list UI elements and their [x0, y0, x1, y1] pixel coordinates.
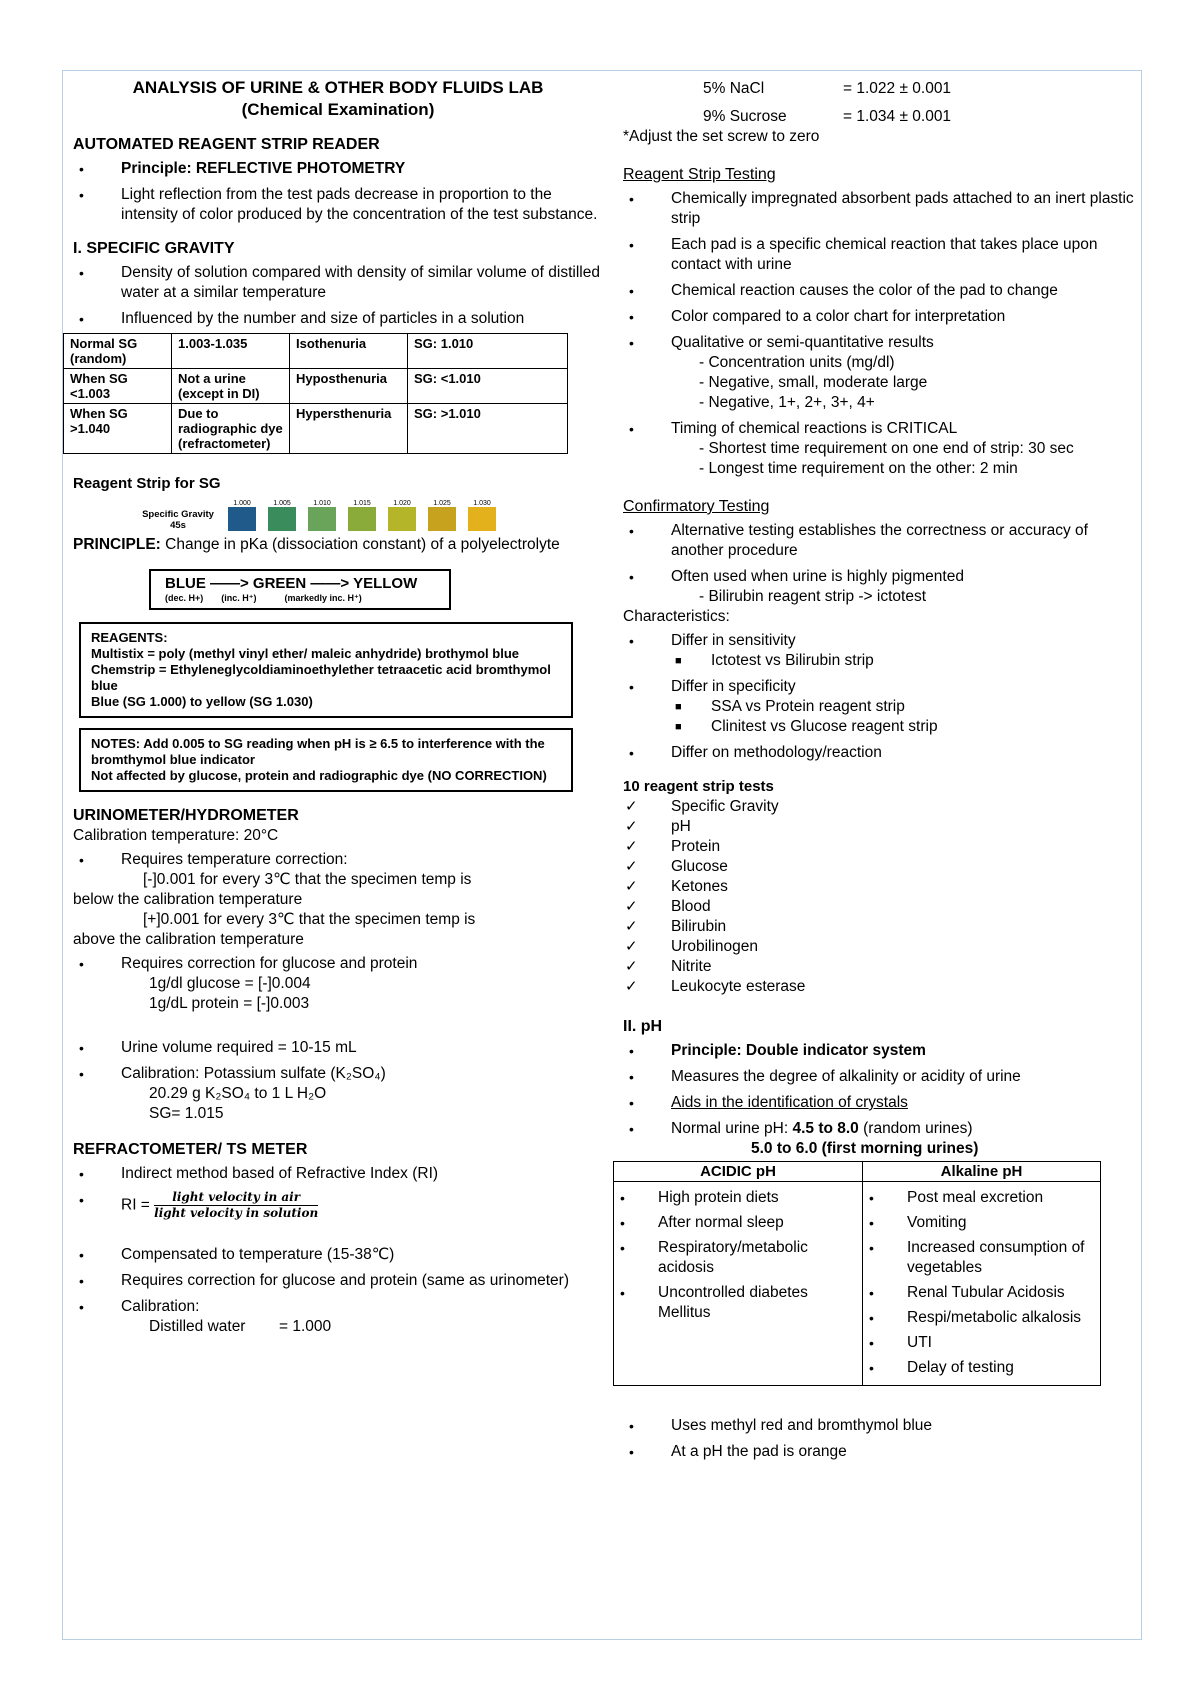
list-item: • High protein diets	[614, 1188, 862, 1208]
strip-label	[128, 509, 228, 531]
table-row	[64, 404, 568, 454]
table-cell: Hypersthenuria	[290, 404, 408, 454]
ten-tests-list	[623, 797, 1143, 997]
characteristics-label: Characteristics:	[623, 608, 730, 625]
document-page	[62, 70, 1142, 1640]
list-item: • Increased consumption of vegetables	[863, 1238, 1100, 1278]
list-item: • Qualitative or semi-quantitative results - Concentration units (mg/dl) - Negative, small, moderate large - Negative, 1+, 2+, 3+, 4+	[623, 333, 1143, 413]
list-item: • Requires temperature correction:	[73, 850, 603, 870]
list-item: • Principle: REFLECTIVE PHOTOMETRY	[73, 159, 603, 179]
notes-line: NOTES: Add 0.005 to SG reading when pH is ≥ 6.5 to interference with the bromthymol blue indicator	[91, 736, 545, 767]
sg-heading: I. SPECIFIC GRAVITY	[73, 240, 235, 257]
ph-table	[613, 1161, 1101, 1386]
list-item: • Calibration: Potassium sulfate (K₂SO₄) 20.29 g K₂SO₄ to 1 L H₂O SG= 1.015	[73, 1064, 603, 1124]
list-item: • Influenced by the number and size of particles in a solution	[73, 309, 603, 329]
color-swatch: 1.010	[308, 500, 336, 531]
list-item: • Measures the degree of alkalinity or acidity of urine	[623, 1067, 1143, 1087]
list-item: • Principle: Double indicator system	[623, 1041, 1143, 1061]
list-item: • Density of solution compared with density of similar volume of distilled water at a similar temperature	[73, 263, 603, 303]
nacl-row: 5% NaCl = 1.022 ± 0.001	[703, 80, 952, 97]
sg-color-strip	[128, 500, 603, 531]
urinometer-heading: URINOMETER/HYDROMETER	[73, 807, 299, 824]
correction-line: above the calibration temperature	[73, 931, 304, 948]
list-item: • Differ in specificity ■ SSA vs Protein reagent strip ■ Clinitest vs Glucose reagent strip	[623, 677, 1143, 737]
list-item: • Compensated to temperature (15-38℃)	[73, 1245, 603, 1265]
list-item: • Requires correction for glucose and protein (same as urinometer)	[73, 1271, 603, 1291]
list-item: • Respi/metabolic alkalosis	[863, 1308, 1100, 1328]
correction-line: [-]0.001 for every 3℃ that the specimen temp is	[143, 871, 472, 888]
list-item: ✓ Leukocyte esterase	[623, 977, 1143, 997]
list-item: • UTI	[863, 1333, 1100, 1353]
table-cell: 1.003-1.035	[172, 334, 290, 369]
document-title	[73, 77, 603, 121]
table-row	[64, 369, 568, 404]
list-item: • RI = $\frac{\text{light velocity in air}}{\text{light velocity in solution}}$	[73, 1190, 603, 1221]
list-item: ✓ Bilirubin	[623, 917, 1143, 937]
reagent-strip-testing-list	[623, 189, 1143, 479]
table-cell: When SG <1.003	[64, 369, 172, 404]
table-row	[614, 1162, 1101, 1182]
list-item: ✓ Glucose	[623, 857, 1143, 877]
color-change-sublabels: (dec. H+) (inc. H⁺) (markedly inc. H⁺)	[165, 593, 362, 603]
automated-list	[73, 159, 603, 225]
refractometer-heading: REFRACTOMETER/ TS METER	[73, 1141, 308, 1158]
list-item: • Calibration: Distilled water = 1.000	[73, 1297, 603, 1337]
alkaline-cell	[863, 1182, 1101, 1386]
reagents-box	[79, 622, 573, 718]
list-item: • Color compared to a color chart for interpretation	[623, 307, 1143, 327]
list-item: ✓ Blood	[623, 897, 1143, 917]
sg-table	[63, 333, 568, 454]
left-column	[70, 77, 603, 1343]
confirmatory-heading: Confirmatory Testing	[623, 498, 770, 515]
ph-heading: II. pH	[623, 1018, 663, 1035]
table-cell: Isothenuria	[290, 334, 408, 369]
table-cell: Normal SG (random)	[64, 334, 172, 369]
right-column	[623, 79, 1143, 1468]
list-item: ✓ Ketones	[623, 877, 1143, 897]
list-item: • Chemical reaction causes the color of the pad to change	[623, 281, 1143, 301]
reagent-strip-testing-heading: Reagent Strip Testing	[623, 166, 776, 183]
urinometer-list	[73, 850, 603, 870]
sucrose-row: 9% Sucrose = 1.034 ± 0.001	[703, 108, 952, 125]
strip-label-line: 45s	[170, 520, 186, 531]
color-swatch: 1.025	[428, 500, 456, 531]
alkaline-header: Alkaline pH	[863, 1162, 1101, 1182]
table-cell: Not a urine (except in DI)	[172, 369, 290, 404]
urinometer-list-2	[73, 954, 603, 1124]
adjust-note: *Adjust the set screw to zero	[623, 128, 820, 145]
list-item: • Alternative testing establishes the correctness or accuracy of another procedure	[623, 521, 1143, 561]
ph-list-2	[623, 1416, 1143, 1462]
list-item: • Indirect method based of Refractive Index (RI)	[73, 1164, 603, 1184]
title-line-1: ANALYSIS OF URINE & OTHER BODY FLUIDS LAB	[132, 78, 544, 97]
strip-label-line: Specific Gravity	[142, 509, 214, 520]
color-swatch: 1.000	[228, 500, 256, 531]
list-item: • Normal urine pH: 4.5 to 8.0 (random urines) 5.0 to 6.0 (first morning urines)	[623, 1119, 1143, 1159]
ph-list	[623, 1041, 1143, 1159]
ten-tests-heading: 10 reagent strip tests	[623, 778, 774, 795]
list-item: • Aids in the identification of crystals	[623, 1093, 1143, 1113]
table-row	[64, 334, 568, 369]
correction-line: [+]0.001 for every 3℃ that the specimen temp is	[143, 911, 476, 928]
confirmatory-list	[623, 521, 1143, 607]
table-cell: SG: >1.010	[408, 404, 568, 454]
list-item: • Vomiting	[863, 1213, 1100, 1233]
table-cell: SG: 1.010	[408, 334, 568, 369]
list-item: • Renal Tubular Acidosis	[863, 1283, 1100, 1303]
ri-fraction: $\frac{\text{light velocity in air}}{\text{light velocity in solution}}$	[154, 1190, 319, 1220]
list-item: • Often used when urine is highly pigmented - Bilirubin reagent strip -> ictotest	[623, 567, 1143, 607]
table-cell: Due to radiographic dye (refractometer)	[172, 404, 290, 454]
list-item: • Uncontrolled diabetes Mellitus	[614, 1283, 862, 1323]
automated-heading: AUTOMATED REAGENT STRIP READER	[73, 136, 380, 153]
list-item: • At a pH the pad is orange	[623, 1442, 1143, 1462]
color-swatch: 1.005	[268, 500, 296, 531]
list-item: • Post meal excretion	[863, 1188, 1100, 1208]
table-row	[614, 1182, 1101, 1386]
list-item: • Urine volume required = 10-15 mL	[73, 1038, 603, 1058]
characteristics-list	[623, 631, 1143, 763]
list-item: • Differ on methodology/reaction	[623, 743, 1143, 763]
color-swatch: 1.015	[348, 500, 376, 531]
strip-heading: Reagent Strip for SG	[73, 475, 221, 492]
table-cell: When SG >1.040	[64, 404, 172, 454]
list-item: • Requires correction for glucose and protein 1g/dl glucose = [-]0.004 1g/dL protein = [-]0.003	[73, 954, 603, 1014]
table-cell: SG: <1.010	[408, 369, 568, 404]
list-item: • After normal sleep	[614, 1213, 862, 1233]
reagents-line: Blue (SG 1.000) to yellow (SG 1.030)	[91, 694, 313, 709]
list-item: • Timing of chemical reactions is CRITICAL - Shortest time requirement on one end of strip: 30 sec - Longest time requirement on the other: 2 min	[623, 419, 1143, 479]
list-item: ✓ Protein	[623, 837, 1143, 857]
title-line-2: (Chemical Examination)	[241, 100, 435, 119]
list-item: • Light reflection from the test pads decrease in proportion to the intensity of color produced by the concentration of the test substance.	[73, 185, 603, 225]
list-item: • Differ in sensitivity ■ Ictotest vs Bilirubin strip	[623, 631, 1143, 671]
list-item: • Uses methyl red and bromthymol blue	[623, 1416, 1143, 1436]
principle-text: PRINCIPLE: Change in pKa (dissociation constant) of a polyelectrolyte	[73, 536, 560, 553]
acidic-header: ACIDIC pH	[614, 1162, 863, 1182]
reagents-line: Chemstrip = Ethyleneglycoldiaminoethylether tetraacetic acid bromthymol blue	[91, 662, 551, 693]
list-item: ✓ Specific Gravity	[623, 797, 1143, 817]
color-change-box	[149, 569, 451, 610]
list-item: • Each pad is a specific chemical reaction that takes place upon contact with urine	[623, 235, 1143, 275]
color-swatch: 1.030	[468, 500, 496, 531]
list-item: • Delay of testing	[863, 1358, 1100, 1378]
list-item: ✓ pH	[623, 817, 1143, 837]
reagents-line: Multistix = poly (methyl vinyl ether/ maleic anhydride) brothymol blue	[91, 646, 520, 661]
notes-line: Not affected by glucose, protein and radiographic dye (NO CORRECTION)	[91, 768, 547, 783]
sg-list	[73, 263, 603, 329]
list-item: ✓ Urobilinogen	[623, 937, 1143, 957]
table-cell: Hyposthenuria	[290, 369, 408, 404]
list-item: • Chemically impregnated absorbent pads attached to an inert plastic strip	[623, 189, 1143, 229]
reagents-line: REAGENTS:	[91, 630, 168, 645]
notes-box	[79, 728, 573, 792]
color-change-line: BLUE ——> GREEN ——> YELLOW	[165, 575, 418, 592]
color-swatch: 1.020	[388, 500, 416, 531]
acidic-cell	[614, 1182, 863, 1386]
list-item: • Respiratory/metabolic acidosis	[614, 1238, 862, 1278]
list-item: ✓ Nitrite	[623, 957, 1143, 977]
correction-line: below the calibration temperature	[73, 891, 303, 908]
refractometer-list	[73, 1164, 603, 1337]
calibration-temp: Calibration temperature: 20°C	[73, 827, 279, 844]
